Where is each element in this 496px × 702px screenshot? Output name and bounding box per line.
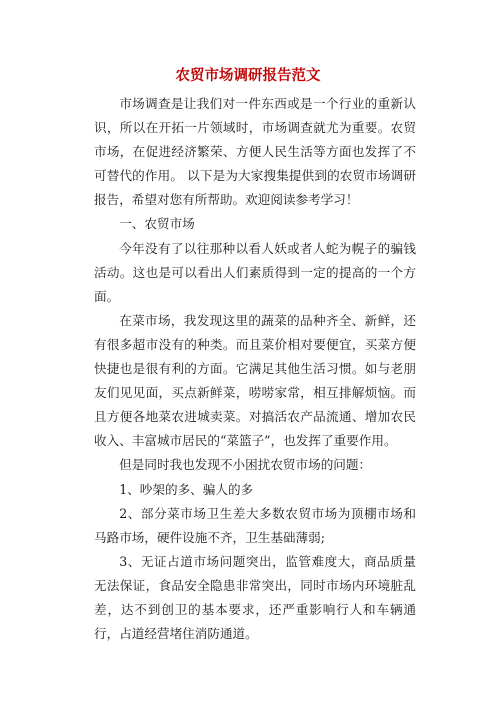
list-item: 2、部分菜市场卫生差大多数农贸市场为顶棚市场和马路市场，硬件设施不齐，卫生基础薄弱;	[94, 505, 416, 545]
paragraph-intro: 市场调查是让我们对一件东西或是一个行业的重新认识，所以在开拓一片领域时，市场调查就尤为重要。农贸市场，在促进经济繁荣、方便人民生活等方面也发挥了不可替代的作用。 以下是为大家搜集提供到的农贸市场调研报告，希望对您有所帮助。欢迎阅读参考学习！	[94, 96, 416, 208]
document-title: 农贸市场调研报告范文	[175, 67, 321, 84]
paragraph: 今年没有了以往那种以看人妖或者人蛇为幌子的骗钱活动。这也是可以看出人们素质得到一定的提高的一个方面。	[94, 240, 416, 304]
section-heading: 一、农贸市场	[119, 216, 195, 232]
paragraph: 但是同时我也发现不小困扰农贸市场的问题：	[119, 457, 372, 473]
document-body	[94, 92, 416, 646]
list-item: 1、吵架的多、骗人的多	[119, 481, 254, 497]
list-item: 3、无证占道市场问题突出，监管难度大，商品质量无法保证，食品安全隐患非常突出，同时市场内环境脏乱差，达不到创卫的基本要求，还严重影响行人和车辆通行，占道经营堵住消防通道。	[94, 553, 416, 642]
paragraph: 在菜市场，我发现这里的蔬菜的品种齐全、新鲜，还有很多超市没有的种类。而且菜价相对要便宜，买菜方便快捷也是很有利的方面。它满足其他生活习惯。如与老朋友们见见面，买点新鲜菜，唠唠家常，相互排解烦恼。而且方便各地菜农进城卖菜。对搞活农产品流通、增加农民收入、丰富城市居民的“菜篮子”，也发挥了重要作用。	[94, 312, 416, 449]
